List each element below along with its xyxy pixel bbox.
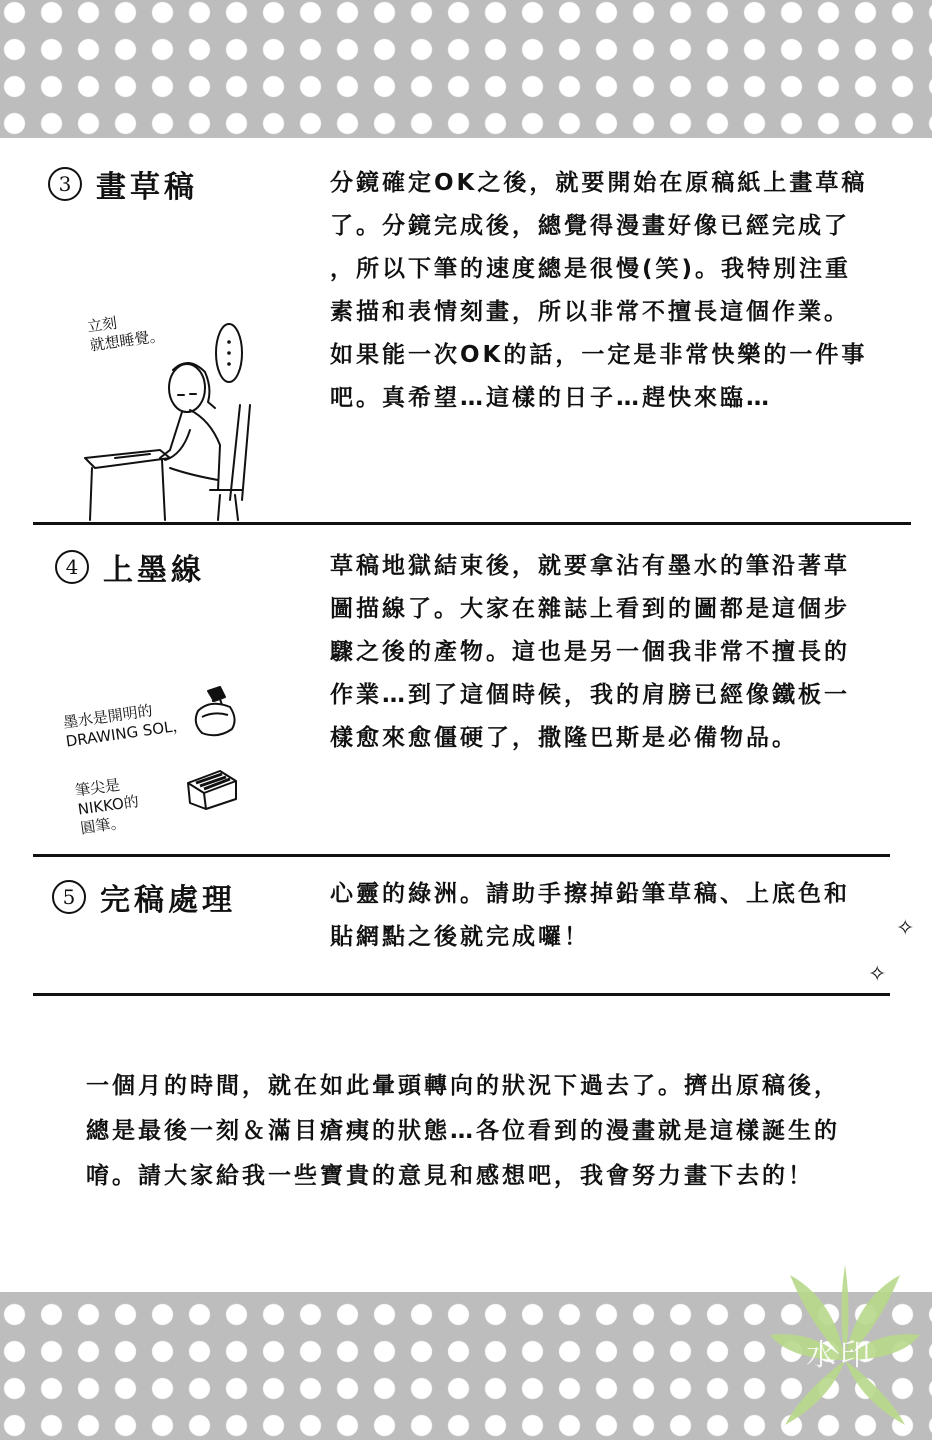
step-5-heading	[52, 875, 236, 919]
divider-3	[33, 993, 890, 996]
step-3-number: 3	[48, 167, 82, 201]
sparkle-icon: ✧	[868, 962, 887, 987]
pen-nib-box-icon	[184, 765, 240, 811]
pen-note: 筆尖是 NIKKO的 圓筆。	[74, 775, 140, 838]
ink-bottle-icon	[190, 685, 240, 740]
step-5-number: 5	[52, 880, 86, 914]
sparkle-icon: ✧	[896, 916, 915, 941]
step-3-body: 分鏡確定OK之後，就要開始在原稿紙上畫草稿 了。分鏡完成後，總覺得漫畫好像已經完成了 ，所以下筆的速度總是很慢(笑)。我特別注重 素描和表情刻畫，所以非常不擅長這個作業。 如果能一次OK的話，一定是非常快樂的一件事 吧。真希望…這樣的日子…趕快來臨…	[330, 170, 868, 411]
divider-2	[33, 854, 890, 857]
step-4-body: 草稿地獄結束後，就要拿沾有墨水的筆沿著草 圖描線了。大家在雜誌上看到的圖都是這個步 驟之後的產物。這也是另一個我非常不擅長的 作業…到了這個時候，我的肩膀已經像鐵板一 樣愈來愈僵硬了，撒隆巴斯是必備物品。	[330, 553, 850, 751]
step-3-title: 畫草稿	[96, 170, 198, 205]
divider-1	[33, 522, 911, 525]
step-5-title: 完稿處理	[100, 883, 236, 918]
sleepy-note: 立刻 就想睡覺。	[86, 313, 166, 355]
polka-dot-band-top	[0, 0, 932, 138]
step-4-title: 上墨線	[103, 553, 205, 588]
step-5-body: 心靈的綠洲。請助手擦掉鉛筆草稿、上底色和 貼網點之後就完成囉！	[330, 881, 850, 950]
closing-paragraph: 一個月的時間，就在如此暈頭轉向的狀況下過去了。擠出原稿後， 總是最後一刻＆滿目瘡痍的狀態…各位看到的漫畫就是這樣誕生的 唷。請大家給我一些寶貴的意見和感想吧，我會努力畫下去的！	[86, 1073, 840, 1189]
step-3-heading	[48, 162, 198, 206]
step-4-number: 4	[55, 550, 89, 584]
drawing-at-desk-illustration	[70, 350, 260, 525]
ink-note: 墨水是開明的 DRAWING SOL，	[62, 701, 189, 751]
watermark-text: 水印	[806, 1338, 874, 1373]
step-4-heading	[55, 545, 205, 589]
